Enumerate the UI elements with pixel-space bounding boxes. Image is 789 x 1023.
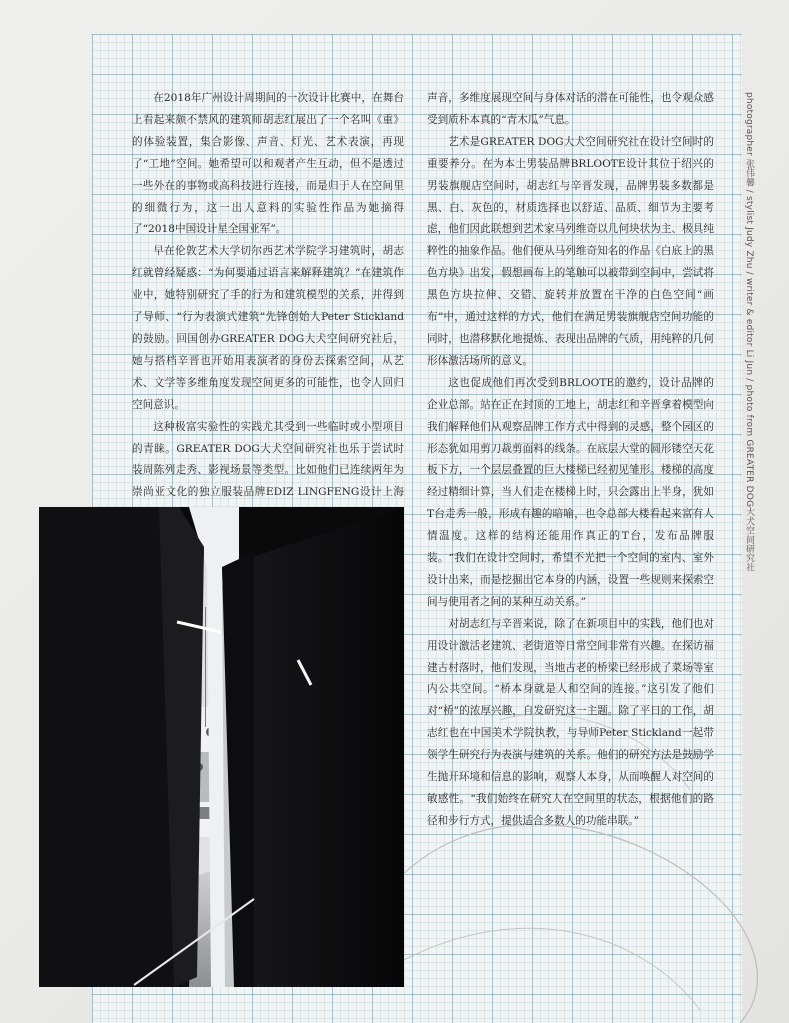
interior-photo [39, 507, 404, 987]
paragraph: 对胡志红与辛晋来说，除了在新项目中的实践，他们也对用设计激活老建筑、老街道等日常空间非常有兴趣。在探访福建古村落时，他们发现，当地古老的桥梁已经形成了菜场等室内公共空间。“桥本身就是人和空间的连接。”这引发了他们对“桥”的浓厚兴趣，自发研究这一主题。除了平日的工作，胡志红也在中国美术学院执教，与导师Peter Stickland一起带领学生研究行为表演与建筑的关系。他们的研究方法是鼓励学生抛开环境和信息的影响，观察人本身，从而唤醒人对空间的敏感性。“我们始终在研究人在空间里的状态，根据他们的路径和步行方式，提供适合多数人的功能串联。” [427, 617, 714, 827]
paragraph: 早在伦敦艺术大学切尔西艺术学院学习建筑时，胡志红就曾经疑惑：“为何要通过语言来解释建筑？”在建筑作业中，她特别研究了手的行为和建筑模型的关系，并得到了导师、“行为表演式建筑”先锋创始人Peter Stickland的鼓励。回国创办GREATER DOG大犬空间研究社后，她与搭档辛晋也开始用表演者的身份去探索空间，从艺术、文学等多维角度发现空间更多的可能性，也令人回归空间意识。 [132, 245, 404, 411]
photo-credit: photographer 张伟馨 / stylist Judy Zhu / writer & editor Li Jun / photo from GREATER DOG大犬空间研究社 [744, 92, 754, 572]
text-column-right [427, 88, 714, 833]
paragraph: 声音，多维度展现空间与身体对话的潜在可能性，也令观众感受到质朴本真的“青木瓜”气息。 [427, 92, 714, 126]
paragraph: 这也促成他们再次受到BRLOOTE的邀约，设计品牌的企业总部。站在正在封顶的工地上，胡志红和辛晋拿着模型向我们解释他们从观察品牌工作方式中得到的灵感，整个园区的形态犹如用剪刀裁剪面料的线条。在底层大堂的圆形镂空天花板下方，一个层层叠置的巨大楼梯已经初见雏形。楼梯的高度经过精细计算，当人们走在楼梯上时，只会露出上半身，犹如T台走秀一般，形成有趣的暗喻，也令总部大楼看起来富有人情温度。这样的结构还能用作真正的T台，发布品牌服装。“我们在设计空间时，希望不光把一个空间的室内、室外设计出来，而是挖掘出它本身的内涵，设置一些规则来探索空间与使用者之间的某种互动关系。” [427, 376, 714, 608]
paragraph: 艺术是GREATER DOG大犬空间研究社在设计空间时的重要养分。在为本土男装品牌BRLOOTE设计其位于绍兴的男装旗舰店空间时，胡志红与辛晋发现，品牌男装多数都是黑、白、灰色的，材质选择也以舒适、品质、细节为主要考虑，他们因此联想到艺术家马列维奇以几何块状为主、极具纯粹性的抽象作品。他们便从马列维奇知名的作品《白底上的黑色方块》出发，假想画布上的笔触可以被带到空间中，尝试将黑色方块拉伸、交错、旋转并放置在干净的白色空间“画布”中，通过这样的方式，他们在满足男装旗舰店空间功能的同时，也潜移默化地提炼、表现出品牌的气质，用纯粹的几何形体激活场所的意义。 [427, 135, 714, 367]
paragraph: 这种极富实验性的实践尤其受到一些临时或小型项目的青睐。GREATER DOG大犬空间研究社也乐于尝试时装周陈列走秀、影视场景等类型。比如他们已连续两年为崇尚亚文化的独立服装品牌EDIZ LINGFENG设计上海 [132, 420, 404, 499]
paragraph: 在2018年广州设计周期间的一次设计比赛中，在舞台上看起来颇不禁风的建筑师胡志红展出了一个名叫《重》的体验装置，集合影像、声音、灯光、艺术表演，再现了“工地”空间。她希望可以和观者产生互动，但不是透过一些外在的事物或高科技进行连接，而是归于人在空间里的细微行为，这一出人意料的实验性作品为她摘得了“2018中国设计星全国亚军”。 [132, 92, 404, 236]
